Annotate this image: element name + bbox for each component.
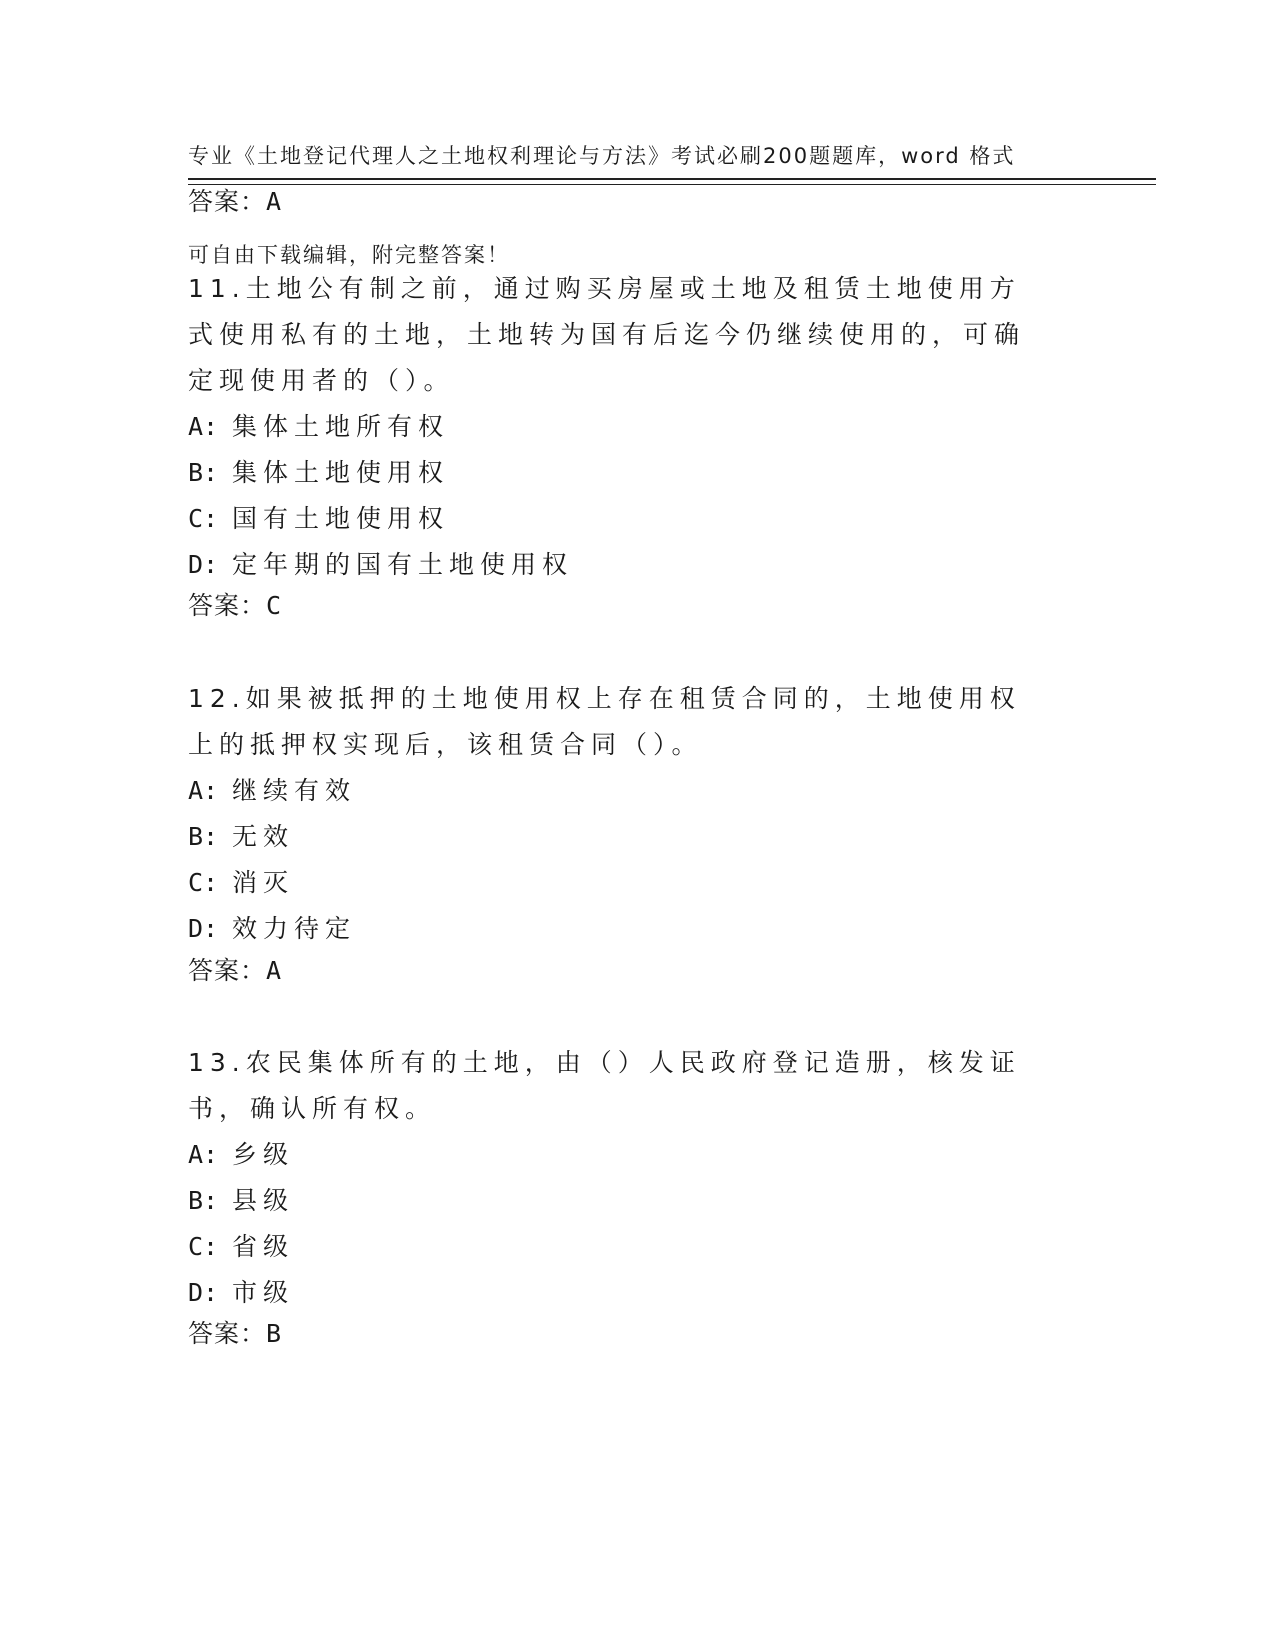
option-text: 效力待定 xyxy=(232,914,357,943)
option-key: A: xyxy=(188,776,219,805)
answer-value: A xyxy=(266,187,283,216)
answer-13 xyxy=(188,1318,282,1350)
question-stem: 11.土地公有制之前，通过购买房屋或土地及租赁土地使用方式使用私有的土地，土地转为国有后迄今仍继续使用的，可确定现使用者的（）。 xyxy=(188,274,1026,395)
answer-value: A xyxy=(266,956,283,985)
option-text: 集体土地所有权 xyxy=(232,412,450,441)
option-key: A: xyxy=(188,412,219,441)
option-b xyxy=(188,1178,1088,1224)
question-13 xyxy=(188,1040,1088,1316)
header-divider-thick xyxy=(188,178,1156,180)
option-b xyxy=(188,814,1088,860)
option-text: 定年期的国有土地使用权 xyxy=(232,550,574,579)
answer-11 xyxy=(188,590,282,622)
option-key: D: xyxy=(188,1278,219,1307)
option-text: 乡级 xyxy=(232,1140,295,1169)
answer-value: B xyxy=(266,1319,283,1348)
option-key: B: xyxy=(188,1186,219,1215)
option-key: D: xyxy=(188,550,219,579)
option-c xyxy=(188,860,1088,906)
option-text: 消灭 xyxy=(232,868,295,897)
header-divider-thin xyxy=(188,184,1156,185)
option-c xyxy=(188,1224,1088,1270)
option-text: 省级 xyxy=(232,1232,295,1261)
answer-label: 答案： xyxy=(188,187,267,216)
option-text: 无效 xyxy=(232,822,295,851)
option-key: D: xyxy=(188,914,219,943)
answer-label: 答案： xyxy=(188,591,267,620)
question-11 xyxy=(188,266,1088,588)
option-d xyxy=(188,542,1088,588)
answer-12 xyxy=(188,955,282,987)
option-d xyxy=(188,1270,1088,1316)
option-key: C: xyxy=(188,1232,219,1261)
previous-answer xyxy=(188,186,282,218)
answer-value: C xyxy=(266,591,283,620)
option-text: 集体土地使用权 xyxy=(232,458,450,487)
option-text: 市级 xyxy=(232,1278,295,1307)
option-key: A: xyxy=(188,1140,219,1169)
header-line-1: 专业《土地登记代理人之土地权利理论与方法》考试必刷200题题库，word 格式 xyxy=(188,144,1016,168)
option-text: 国有土地使用权 xyxy=(232,504,450,533)
option-a xyxy=(188,768,1088,814)
answer-label: 答案： xyxy=(188,956,267,985)
option-key: C: xyxy=(188,868,219,897)
option-text: 县级 xyxy=(232,1186,295,1215)
option-key: C: xyxy=(188,504,219,533)
option-key: B: xyxy=(188,822,219,851)
option-key: B: xyxy=(188,458,219,487)
option-text: 继续有效 xyxy=(232,776,357,805)
header-line-2: 可自由下载编辑，附完整答案！ xyxy=(188,243,510,267)
option-d xyxy=(188,906,1088,952)
question-stem: 12.如果被抵押的土地使用权上存在租赁合同的，土地使用权上的抵押权实现后，该租赁合同（）。 xyxy=(188,684,1021,759)
question-stem: 13.农民集体所有的土地，由（）人民政府登记造册，核发证书，确认所有权。 xyxy=(188,1048,1021,1123)
option-a xyxy=(188,404,1088,450)
option-b xyxy=(188,450,1088,496)
option-a xyxy=(188,1132,1088,1178)
option-c xyxy=(188,496,1088,542)
answer-label: 答案： xyxy=(188,1319,267,1348)
question-12 xyxy=(188,676,1088,952)
